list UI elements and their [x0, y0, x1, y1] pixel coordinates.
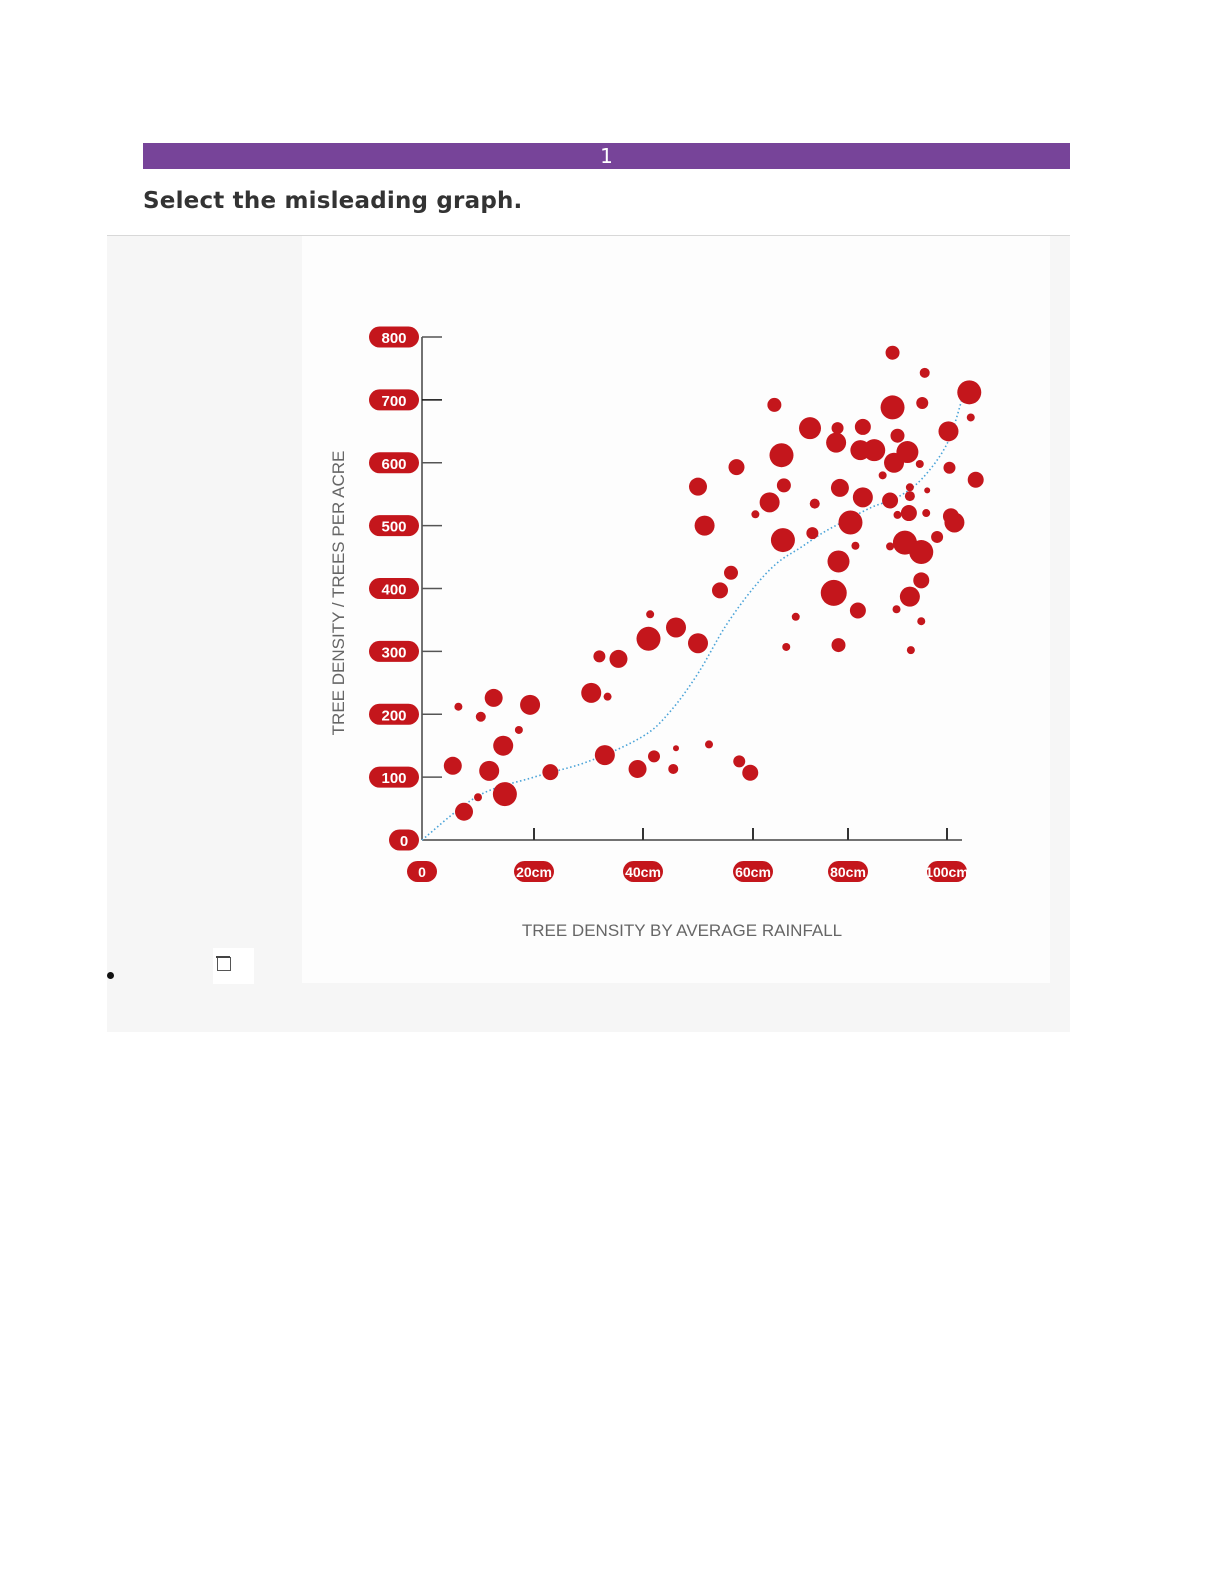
y-tick-label: 100	[381, 770, 407, 788]
data-point	[767, 398, 781, 412]
data-points	[444, 346, 984, 821]
data-point	[455, 803, 473, 821]
data-point	[916, 460, 924, 468]
data-point	[881, 395, 905, 419]
data-point	[896, 441, 918, 463]
data-point	[777, 478, 791, 492]
list-bullet	[107, 972, 114, 979]
data-point	[493, 736, 513, 756]
data-point	[893, 605, 901, 613]
data-point	[705, 740, 713, 748]
data-point	[792, 613, 800, 621]
y-tick-label: 700	[381, 392, 407, 410]
data-point	[479, 761, 499, 781]
data-point	[476, 712, 486, 722]
data-point	[733, 755, 745, 767]
x-tick-label: 0	[418, 864, 426, 880]
data-point	[593, 650, 605, 662]
data-point	[520, 695, 540, 715]
answer-checkbox[interactable]	[217, 957, 231, 971]
data-point	[609, 650, 627, 668]
data-point	[909, 540, 933, 564]
y-tick-label: 600	[381, 455, 407, 473]
data-point	[920, 368, 930, 378]
x-tick-label: 20cm	[516, 864, 552, 880]
data-point	[906, 483, 914, 491]
data-point	[913, 572, 929, 588]
x-tick-label: 60cm	[735, 864, 771, 880]
data-point	[688, 633, 708, 653]
data-point	[831, 479, 849, 497]
data-point	[799, 417, 821, 439]
data-point	[886, 346, 900, 360]
data-point	[485, 689, 503, 707]
data-point	[900, 587, 920, 607]
data-point	[944, 512, 964, 532]
data-point	[666, 617, 686, 637]
data-point	[886, 542, 894, 550]
data-point	[850, 603, 866, 619]
data-point	[595, 745, 615, 765]
x-tick-label: 100cm	[925, 864, 969, 880]
data-point	[542, 764, 558, 780]
data-point	[917, 617, 925, 625]
question-number-bar	[143, 143, 1070, 169]
data-point	[851, 542, 859, 550]
data-point	[924, 487, 930, 493]
data-point	[646, 610, 654, 618]
data-point	[931, 531, 943, 543]
data-point	[810, 499, 820, 509]
y-tick-label: 0	[399, 833, 409, 850]
data-point	[637, 627, 661, 651]
y-tick-label: 400	[381, 581, 407, 599]
chart-ticks	[369, 327, 969, 883]
data-point	[760, 492, 780, 512]
data-point	[604, 693, 612, 701]
data-point	[826, 433, 846, 453]
data-point	[882, 492, 898, 508]
data-point	[806, 527, 818, 539]
y-tick-label: 800	[381, 330, 407, 347]
data-point	[474, 793, 482, 801]
question-number: 1	[600, 144, 613, 168]
data-point	[943, 462, 955, 474]
data-point	[905, 491, 915, 501]
data-point	[629, 760, 647, 778]
data-point	[770, 443, 794, 467]
data-point	[853, 487, 873, 507]
data-point	[879, 471, 887, 479]
data-point	[832, 638, 846, 652]
data-point	[689, 478, 707, 496]
data-point	[648, 750, 660, 762]
data-point	[916, 397, 928, 409]
chart-image	[302, 236, 1050, 983]
data-point	[751, 510, 759, 518]
chart-axes	[422, 337, 962, 840]
data-point	[493, 782, 517, 806]
question-prompt: Select the misleading graph.	[143, 188, 523, 214]
x-axis-label: TREE DENSITY BY AVERAGE RAINFALL	[521, 921, 843, 940]
data-point	[729, 459, 745, 475]
data-point	[712, 582, 728, 598]
data-point	[695, 516, 715, 536]
data-point	[742, 765, 758, 781]
y-axis-label: TREE DENSITY / TREES PER ACRE	[329, 450, 348, 736]
data-point	[673, 745, 679, 751]
trend-line	[422, 400, 962, 840]
data-point	[938, 421, 958, 441]
data-point	[838, 510, 862, 534]
data-point	[668, 764, 678, 774]
data-point	[828, 550, 850, 572]
x-tick-label: 80cm	[830, 864, 866, 880]
data-point	[832, 422, 844, 434]
data-point	[782, 643, 790, 651]
data-point	[957, 380, 981, 404]
data-point	[901, 505, 917, 521]
data-point	[922, 509, 930, 517]
data-point	[515, 726, 523, 734]
data-point	[444, 757, 462, 775]
y-tick-label: 200	[381, 707, 407, 725]
data-point	[894, 511, 902, 519]
y-tick-label: 300	[381, 644, 407, 662]
data-point	[863, 439, 885, 461]
data-point	[771, 528, 795, 552]
data-point	[581, 683, 601, 703]
data-point	[967, 413, 975, 421]
data-point	[821, 580, 847, 606]
data-point	[724, 566, 738, 580]
data-point	[968, 472, 984, 488]
data-point	[907, 646, 915, 654]
data-point	[454, 703, 462, 711]
data-point	[891, 429, 905, 443]
data-point	[855, 419, 871, 435]
x-tick-label: 40cm	[625, 864, 661, 880]
y-tick-label: 500	[381, 518, 407, 536]
scatter-chart	[302, 236, 1050, 983]
